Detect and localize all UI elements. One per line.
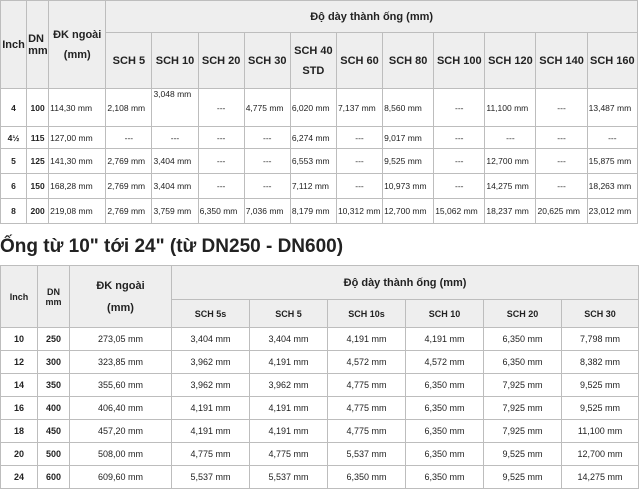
cell-inch: 16 xyxy=(1,397,38,420)
header-dn: DN mm xyxy=(27,1,49,89)
cell-wall-thickness: 8,382 mm xyxy=(562,351,639,374)
cell-inch: 24 xyxy=(1,466,38,489)
cell-wall-thickness: 5,537 mm xyxy=(250,466,328,489)
cell-wall-thickness: 9,525 mm xyxy=(562,397,639,420)
cell-wall-thickness: 5,537 mm xyxy=(328,443,406,466)
header-sch: SCH 5s xyxy=(172,300,250,328)
header-outer-diameter: ĐK ngoài (mm) xyxy=(70,266,172,328)
table-row xyxy=(1,149,638,174)
cell-wall-thickness: --- xyxy=(336,174,382,199)
cell-outer-diameter: 168,28 mm xyxy=(49,174,106,199)
header-sch: SCH 30 xyxy=(244,33,290,89)
cell-wall-thickness: --- xyxy=(244,149,290,174)
cell-dn: 115 xyxy=(27,127,49,149)
cell-wall-thickness: --- xyxy=(434,127,485,149)
cell-wall-thickness: 4,775 mm xyxy=(328,420,406,443)
cell-wall-thickness: --- xyxy=(485,127,536,149)
cell-wall-thickness: 7,137 mm xyxy=(336,89,382,127)
cell-outer-diameter: 406,40 mm xyxy=(70,397,172,420)
cell-wall-thickness: 3,404 mm xyxy=(152,174,198,199)
cell-dn: 150 xyxy=(27,174,49,199)
header-sch: SCH 140 xyxy=(536,33,587,89)
header-inch: Inch xyxy=(1,266,38,328)
cell-wall-thickness: 7,036 mm xyxy=(244,199,290,224)
header-wall-thickness: Độ dày thành ống (mm) xyxy=(172,266,639,300)
cell-wall-thickness: 6,350 mm xyxy=(484,328,562,351)
header-sch: SCH 120 xyxy=(485,33,536,89)
cell-inch: 8 xyxy=(1,199,27,224)
table-row xyxy=(1,127,638,149)
header-inch: Inch xyxy=(1,1,27,89)
cell-wall-thickness: 20,625 mm xyxy=(536,199,587,224)
table-row xyxy=(1,199,638,224)
cell-inch: 4 xyxy=(1,89,27,127)
cell-wall-thickness: 14,275 mm xyxy=(562,466,639,489)
header-sch: SCH 100 xyxy=(434,33,485,89)
header-sch: SCH 60 xyxy=(336,33,382,89)
header-sch: SCH 20 xyxy=(198,33,244,89)
cell-wall-thickness: 4,191 mm xyxy=(406,328,484,351)
cell-wall-thickness: 6,020 mm xyxy=(290,89,336,127)
pipe-schedule-table-small xyxy=(0,0,638,224)
section-heading: Ống từ 10" tới 24" (từ DN250 - DN600) xyxy=(0,236,344,257)
cell-wall-thickness: --- xyxy=(587,127,637,149)
cell-wall-thickness: 9,017 mm xyxy=(383,127,434,149)
cell-wall-thickness: 7,925 mm xyxy=(484,397,562,420)
cell-wall-thickness: 9,525 mm xyxy=(484,443,562,466)
cell-wall-thickness: 2,769 mm xyxy=(106,149,152,174)
cell-wall-thickness: --- xyxy=(536,127,587,149)
cell-wall-thickness: 7,112 mm xyxy=(290,174,336,199)
cell-wall-thickness: --- xyxy=(198,89,244,127)
header-dn: DN mm xyxy=(38,266,70,328)
table-row xyxy=(1,374,639,397)
cell-wall-thickness: 7,925 mm xyxy=(484,374,562,397)
cell-wall-thickness: 6,350 mm xyxy=(198,199,244,224)
cell-outer-diameter: 323,85 mm xyxy=(70,351,172,374)
cell-dn: 125 xyxy=(27,149,49,174)
cell-wall-thickness: 4,775 mm xyxy=(328,397,406,420)
cell-wall-thickness: 12,700 mm xyxy=(383,199,434,224)
cell-wall-thickness: --- xyxy=(536,149,587,174)
cell-dn: 400 xyxy=(38,397,70,420)
cell-inch: 6 xyxy=(1,174,27,199)
table-row xyxy=(1,397,639,420)
cell-wall-thickness: 7,925 mm xyxy=(484,420,562,443)
header-sch: SCH 160 xyxy=(587,33,637,89)
cell-wall-thickness: 4,775 mm xyxy=(172,443,250,466)
cell-wall-thickness: --- xyxy=(536,174,587,199)
cell-dn: 350 xyxy=(38,374,70,397)
cell-inch: 10 xyxy=(1,328,38,351)
cell-wall-thickness: 6,350 mm xyxy=(406,420,484,443)
header-sch: SCH 10s xyxy=(328,300,406,328)
cell-wall-thickness: 6,350 mm xyxy=(406,466,484,489)
cell-inch: 20 xyxy=(1,443,38,466)
cell-outer-diameter: 273,05 mm xyxy=(70,328,172,351)
cell-wall-thickness: 18,263 mm xyxy=(587,174,637,199)
cell-wall-thickness: --- xyxy=(152,127,198,149)
cell-wall-thickness: --- xyxy=(198,127,244,149)
cell-wall-thickness: 8,179 mm xyxy=(290,199,336,224)
header-sch: SCH 10 xyxy=(152,33,198,89)
cell-wall-thickness: 6,350 mm xyxy=(484,351,562,374)
cell-outer-diameter: 114,30 mm xyxy=(49,89,106,127)
cell-outer-diameter: 609,60 mm xyxy=(70,466,172,489)
cell-outer-diameter: 457,20 mm xyxy=(70,420,172,443)
cell-dn: 600 xyxy=(38,466,70,489)
cell-wall-thickness: 4,191 mm xyxy=(250,397,328,420)
cell-wall-thickness: --- xyxy=(106,127,152,149)
cell-dn: 450 xyxy=(38,420,70,443)
header-sch: SCH 20 xyxy=(484,300,562,328)
cell-outer-diameter: 355,60 mm xyxy=(70,374,172,397)
cell-wall-thickness: 15,062 mm xyxy=(434,199,485,224)
cell-wall-thickness: 11,100 mm xyxy=(485,89,536,127)
cell-wall-thickness: --- xyxy=(536,89,587,127)
cell-wall-thickness: 6,350 mm xyxy=(328,466,406,489)
cell-wall-thickness: 4,191 mm xyxy=(250,420,328,443)
cell-wall-thickness: 14,275 mm xyxy=(485,174,536,199)
cell-wall-thickness: 3,759 mm xyxy=(152,199,198,224)
table-row xyxy=(1,420,639,443)
cell-wall-thickness: 18,237 mm xyxy=(485,199,536,224)
cell-wall-thickness: 3,404 mm xyxy=(250,328,328,351)
cell-wall-thickness: 10,973 mm xyxy=(383,174,434,199)
header-sch: SCH 80 xyxy=(383,33,434,89)
cell-wall-thickness: 10,312 mm xyxy=(336,199,382,224)
cell-wall-thickness: 3,404 mm xyxy=(172,328,250,351)
cell-wall-thickness: --- xyxy=(434,89,485,127)
cell-inch: 12 xyxy=(1,351,38,374)
cell-wall-thickness: 23,012 mm xyxy=(587,199,637,224)
header-sch: SCH 10 xyxy=(406,300,484,328)
header-outer-diameter: ĐK ngoài (mm) xyxy=(49,1,106,89)
header-sch: SCH 5 xyxy=(250,300,328,328)
cell-wall-thickness: 5,537 mm xyxy=(172,466,250,489)
table-row xyxy=(1,443,639,466)
cell-wall-thickness: --- xyxy=(198,174,244,199)
header-wall-thickness: Độ dày thành ống (mm) xyxy=(106,1,638,33)
header-sch: SCH 40 STD xyxy=(290,33,336,89)
cell-outer-diameter: 219,08 mm xyxy=(49,199,106,224)
header-sch: SCH 30 xyxy=(562,300,639,328)
cell-wall-thickness: 4,775 mm xyxy=(328,374,406,397)
cell-dn: 500 xyxy=(38,443,70,466)
cell-wall-thickness: 3,962 mm xyxy=(172,374,250,397)
cell-inch: 18 xyxy=(1,420,38,443)
table-row xyxy=(1,89,638,127)
table-row xyxy=(1,466,639,489)
cell-dn: 300 xyxy=(38,351,70,374)
cell-dn: 100 xyxy=(27,89,49,127)
cell-wall-thickness: 4,572 mm xyxy=(406,351,484,374)
cell-wall-thickness: 4,775 mm xyxy=(250,443,328,466)
cell-wall-thickness: 12,700 mm xyxy=(485,149,536,174)
cell-wall-thickness: 3,962 mm xyxy=(250,374,328,397)
cell-wall-thickness: 4,191 mm xyxy=(328,328,406,351)
cell-wall-thickness: 11,100 mm xyxy=(562,420,639,443)
cell-outer-diameter: 141,30 mm xyxy=(49,149,106,174)
cell-dn: 200 xyxy=(27,199,49,224)
cell-wall-thickness: 12,700 mm xyxy=(562,443,639,466)
cell-outer-diameter: 127,00 mm xyxy=(49,127,106,149)
cell-inch: 14 xyxy=(1,374,38,397)
cell-outer-diameter: 508,00 mm xyxy=(70,443,172,466)
pipe-schedule-table-large xyxy=(0,265,639,489)
cell-wall-thickness: 4,775 mm xyxy=(244,89,290,127)
cell-inch: 5 xyxy=(1,149,27,174)
cell-wall-thickness: 6,350 mm xyxy=(406,374,484,397)
cell-wall-thickness: 7,798 mm xyxy=(562,328,639,351)
header-sch: SCH 5 xyxy=(106,33,152,89)
cell-wall-thickness: 4,191 mm xyxy=(250,351,328,374)
cell-wall-thickness: 3,962 mm xyxy=(172,351,250,374)
cell-wall-thickness: 6,350 mm xyxy=(406,397,484,420)
table-row xyxy=(1,174,638,199)
cell-wall-thickness: --- xyxy=(434,149,485,174)
cell-wall-thickness: 3,048 mm xyxy=(152,89,198,127)
cell-wall-thickness: --- xyxy=(434,174,485,199)
cell-wall-thickness: --- xyxy=(244,174,290,199)
table-row xyxy=(1,351,639,374)
cell-wall-thickness: --- xyxy=(336,127,382,149)
cell-wall-thickness: 13,487 mm xyxy=(587,89,637,127)
cell-wall-thickness: 6,350 mm xyxy=(406,443,484,466)
cell-wall-thickness: 4,191 mm xyxy=(172,397,250,420)
table-row xyxy=(1,328,639,351)
cell-wall-thickness: 6,553 mm xyxy=(290,149,336,174)
cell-dn: 250 xyxy=(38,328,70,351)
cell-wall-thickness: 4,191 mm xyxy=(172,420,250,443)
cell-wall-thickness: 9,525 mm xyxy=(383,149,434,174)
cell-wall-thickness: 2,108 mm xyxy=(106,89,152,127)
cell-wall-thickness: 2,769 mm xyxy=(106,199,152,224)
cell-wall-thickness: --- xyxy=(244,127,290,149)
cell-wall-thickness: 6,274 mm xyxy=(290,127,336,149)
cell-wall-thickness: --- xyxy=(198,149,244,174)
cell-wall-thickness: 9,525 mm xyxy=(484,466,562,489)
cell-wall-thickness: 15,875 mm xyxy=(587,149,637,174)
cell-wall-thickness: --- xyxy=(336,149,382,174)
cell-wall-thickness: 9,525 mm xyxy=(562,374,639,397)
cell-wall-thickness: 2,769 mm xyxy=(106,174,152,199)
cell-wall-thickness: 3,404 mm xyxy=(152,149,198,174)
cell-wall-thickness: 8,560 mm xyxy=(383,89,434,127)
cell-wall-thickness: 4,572 mm xyxy=(328,351,406,374)
cell-inch: 4½ xyxy=(1,127,27,149)
